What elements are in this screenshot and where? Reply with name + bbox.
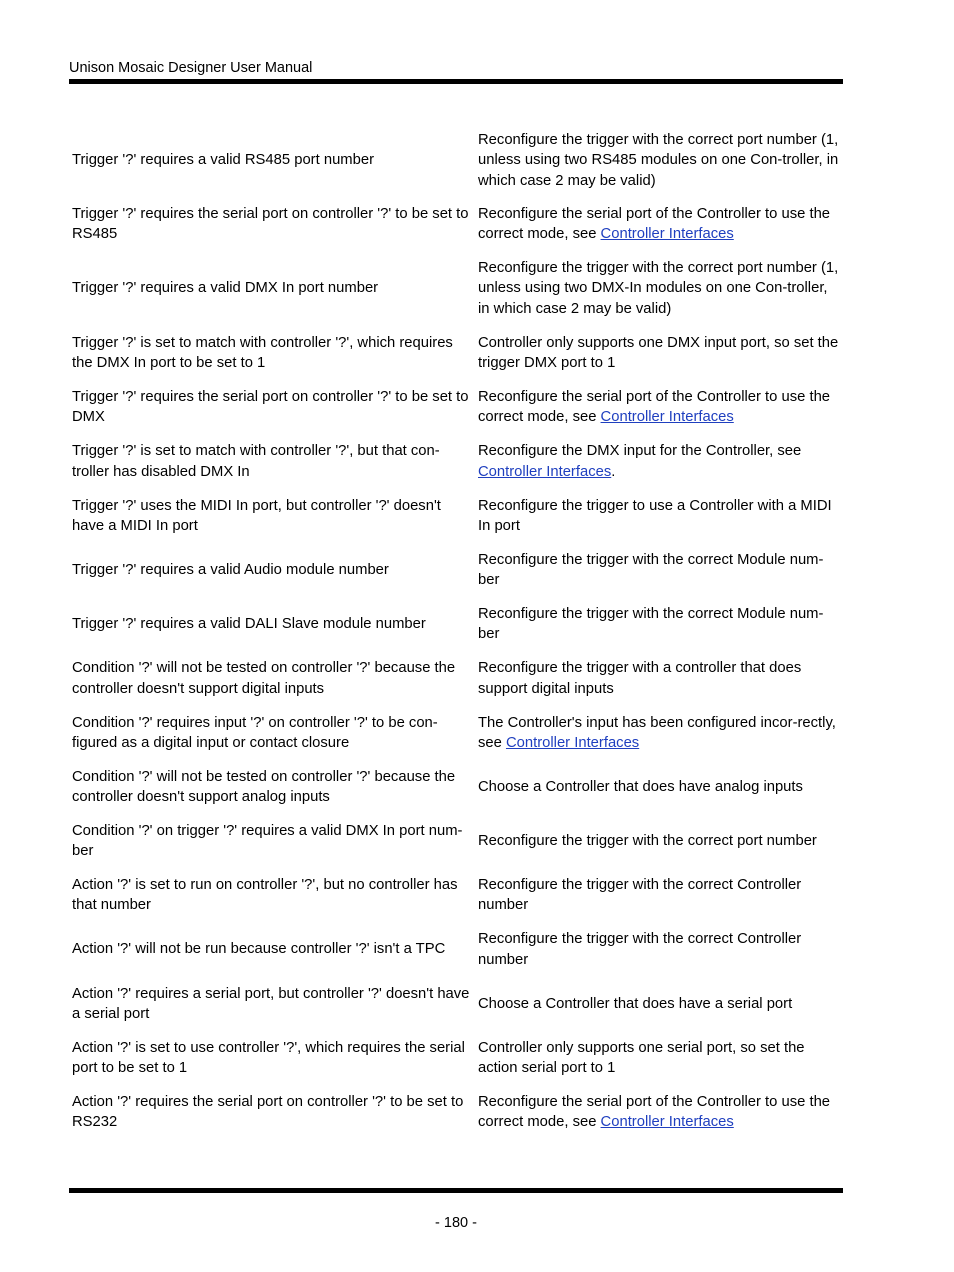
table-row [69,543,843,597]
table-row [69,326,843,380]
message-cell: Action '?' requires a serial port, but controller '?' doesn't have a serial port [72,985,470,1022]
remedy-text: Reconfigure the DMX input for the Controller, see [478,443,802,459]
remedy-text: Reconfigure the serial port of the Controller to use the correct mode, see [478,1093,831,1130]
table-row [69,868,843,922]
message-cell: Action '?' is set to use controller '?', which requires the serial port to be set to 1 [72,1039,465,1076]
remedy-cell [475,994,843,1015]
page-header-title: Unison Mosaic Designer User Manual [69,60,313,76]
error-table [69,124,843,1139]
remedy-text: Reconfigure the trigger with the correct Controller number [478,876,802,913]
remedy-cell [475,130,843,192]
remedy-text: Reconfigure the trigger with the correct Module num-ber [478,551,824,588]
remedy-trailing-text: . [611,463,616,480]
message-cell: Action '?' is set to run on controller '?', but no controller has that number [72,876,458,913]
remedy-text: Reconfigure the trigger with the correct port number [478,832,817,849]
controller-interfaces-link[interactable]: Controller Interfaces [600,409,734,425]
remedy-text: Reconfigure the serial port of the Controller to use the correct mode, see [478,205,831,242]
table-row [69,760,843,814]
controller-interfaces-link[interactable]: Controller Interfaces [478,463,612,480]
table-row [69,922,843,977]
footer-rule [69,1188,843,1193]
message-cell: Trigger '?' requires a valid DMX In port number [72,280,379,297]
message-cell: Condition '?' will not be tested on controller '?' because the controller doesn't support digital inputs [72,660,456,697]
remedy-cell [475,441,843,482]
message-cell: Trigger '?' requires the serial port on controller '?' to be set to DMX [72,388,469,425]
table-row [69,814,843,868]
remedy-cell [475,929,843,970]
table-row [69,1031,843,1085]
message-cell: Action '?' will not be run because controller '?' isn't a TPC [72,941,446,958]
remedy-cell [475,831,843,852]
header-rule [69,79,843,84]
remedy-text: Controller only supports one serial port, so set the action serial port to 1 [478,1039,805,1076]
controller-interfaces-link[interactable]: Controller Interfaces [600,1114,734,1130]
remedy-cell [475,550,843,591]
table-row [69,434,843,489]
remedy-cell [475,658,843,699]
message-cell: Trigger '?' is set to match with controller '?', which requires the DMX In port to be set to 1 [72,334,453,371]
message-cell: Action '?' requires the serial port on controller '?' to be set to RS232 [72,1093,464,1130]
remedy-cell [475,875,843,916]
remedy-cell [475,387,843,428]
remedy-cell [475,258,843,320]
remedy-text: Reconfigure the trigger with the correct port number (1, unless using two DMX-In modules on one Con-troller, in which case 2 may be valid) [478,259,839,317]
message-cell: Trigger '?' requires a valid RS485 port number [72,152,375,169]
message-cell: Trigger '?' requires a valid DALI Slave module number [72,615,426,632]
remedy-cell [475,333,843,374]
remedy-text: The Controller's input has been configured incor-rectly, see [478,714,836,751]
message-cell: Trigger '?' requires a valid Audio module number [72,561,389,578]
remedy-text: Reconfigure the trigger with the correct port number (1, unless using two RS485 modules on one Con-troller, in which case 2 may be valid) [478,131,839,189]
table-row [69,489,843,543]
controller-interfaces-link[interactable]: Controller Interfaces [600,226,734,242]
controller-interfaces-link[interactable]: Controller Interfaces [505,735,640,751]
message-cell: Condition '?' on trigger '?' requires a valid DMX In port num-ber [72,822,463,859]
remedy-cell [475,713,843,754]
message-cell: Trigger '?' uses the MIDI In port, but controller '?' doesn't have a MIDI In port [72,497,441,534]
remedy-text: Reconfigure the trigger with the correct Module num-ber [478,605,824,642]
remedy-text: Choose a Controller that does have a serial port [478,995,793,1012]
remedy-cell [475,777,843,798]
remedy-text: Controller only supports one DMX input port, so set the trigger DMX port to 1 [478,334,839,371]
remedy-text: Choose a Controller that does have analog inputs [478,778,803,795]
message-cell: Trigger '?' requires the serial port on controller '?' to be set to RS485 [72,205,469,242]
remedy-cell [475,204,843,245]
remedy-text: Reconfigure the trigger with a controller that does support digital inputs [478,660,802,697]
table-row [69,380,843,434]
table-row [69,124,843,197]
message-cell: Condition '?' requires input '?' on controller '?' to be con-figured as a digital input or contact closure [72,714,438,751]
table-row [69,197,843,251]
table-row [69,597,843,651]
remedy-cell [475,1092,843,1133]
remedy-cell [475,604,843,645]
remedy-text: Reconfigure the trigger with the correct Controller number [478,931,802,968]
table-row [69,1085,843,1139]
remedy-cell [475,496,843,537]
message-cell: Condition '?' will not be tested on controller '?' because the controller doesn't support analog inputs [72,768,456,805]
remedy-cell [475,1038,843,1079]
message-cell: Trigger '?' is set to match with controller '?', but that con-troller has disabled DMX In [72,443,440,480]
page-number: - 180 - [435,1215,477,1231]
table-row [69,651,843,706]
remedy-text: Reconfigure the trigger to use a Controller with a MIDI In port [478,497,832,534]
remedy-text: Reconfigure the serial port of the Controller to use the correct mode, see [478,388,831,425]
table-row [69,251,843,326]
table-row [69,706,843,760]
table-row [69,977,843,1031]
